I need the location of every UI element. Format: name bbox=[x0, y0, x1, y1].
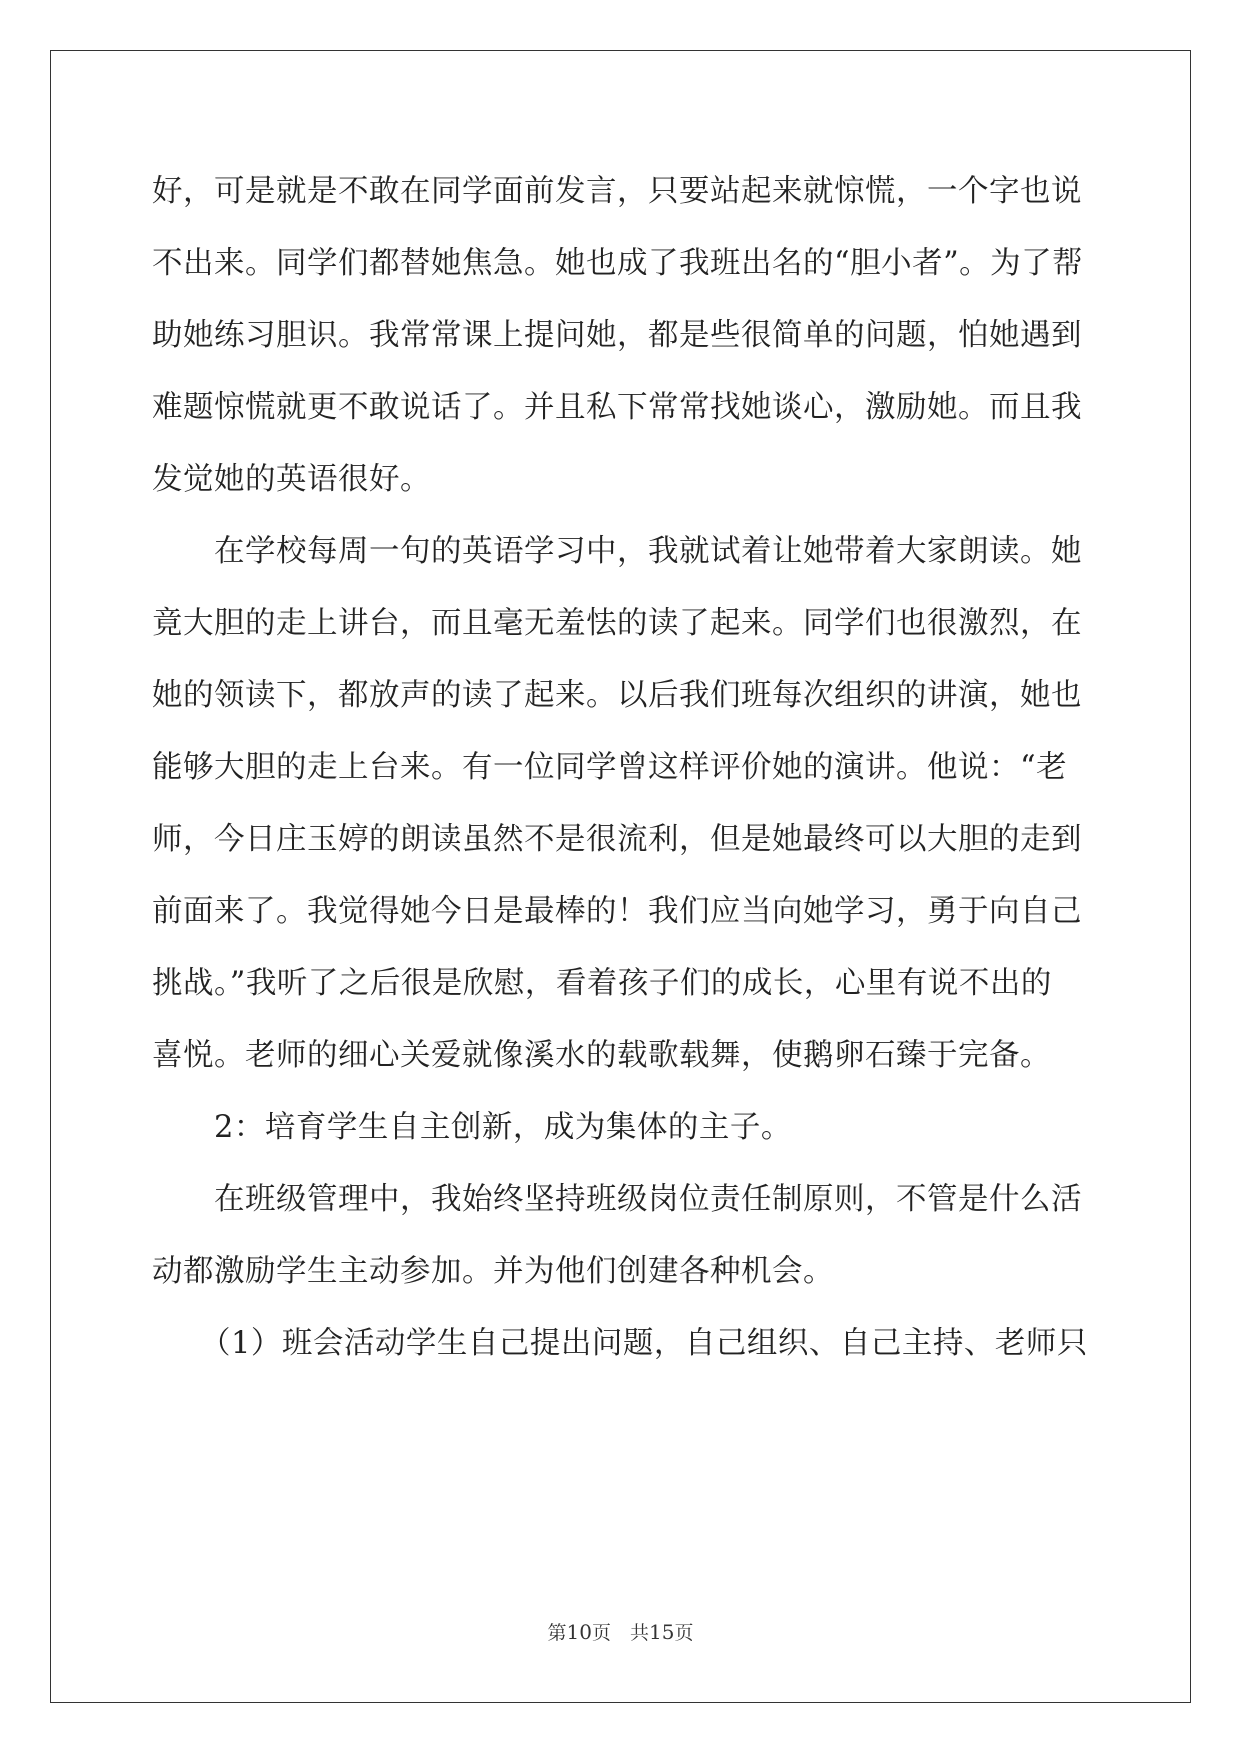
text-line: 好，可是就是不敢在同学面前发言，只要站起来就惊慌，一个字也说 bbox=[152, 174, 1082, 209]
text-line: 在学校每周一句的英语学习中，我就试着让她带着大家朗读。她 bbox=[214, 534, 1082, 569]
current-page-number: 10 bbox=[566, 1620, 592, 1644]
total-page-number: 15 bbox=[649, 1620, 675, 1644]
text-line: 竟大胆的走上讲台，而且毫无羞怯的读了起来。同学们也很激烈，在 bbox=[152, 606, 1082, 641]
footer-prefix: 第 bbox=[547, 1622, 567, 1644]
text-line: （1）班会活动学生自己提出问题，自己组织、自己主持、老师只 bbox=[200, 1326, 1088, 1361]
footer-suffix: 页 bbox=[674, 1622, 694, 1644]
page-footer bbox=[0, 1620, 1241, 1645]
page-border bbox=[50, 50, 1191, 1703]
text-line: 助她练习胆识。我常常课上提问她，都是些很简单的问题，怕她遇到 bbox=[152, 318, 1082, 353]
text-line: 不出来。同学们都替她焦急。她也成了我班出名的“胆小者”。为了帮 bbox=[152, 246, 1084, 281]
footer-middle: 页 共 bbox=[591, 1622, 649, 1644]
text-line: 她的领读下，都放声的读了起来。以后我们班每次组织的讲演，她也 bbox=[152, 678, 1082, 713]
text-line: 挑战。”我听了之后很是欣慰，看着孩子们的成长，心里有说不出的 bbox=[152, 966, 1052, 1001]
text-line: 发觉她的英语很好。 bbox=[152, 462, 431, 497]
text-line: 在班级管理中，我始终坚持班级岗位责任制原则，不管是什么活 bbox=[214, 1182, 1082, 1217]
text-line: 师，今日庄玉婷的朗读虽然不是很流利，但是她最终可以大胆的走到 bbox=[152, 822, 1082, 857]
text-line: 前面来了。我觉得她今日是最棒的！我们应当向她学习，勇于向自己 bbox=[152, 894, 1082, 929]
section-heading: 2：培育学生自主创新，成为集体的主子。 bbox=[214, 1110, 792, 1145]
text-line: 能够大胆的走上台来。有一位同学曾这样评价她的演讲。他说：“老 bbox=[152, 750, 1068, 785]
text-line: 难题惊慌就更不敢说话了。并且私下常常找她谈心，激励她。而且我 bbox=[152, 390, 1082, 425]
text-line: 动都激励学生主动参加。并为他们创建各种机会。 bbox=[152, 1254, 834, 1289]
text-line: 喜悦。老师的细心关爱就像溪水的载歌载舞，使鹅卵石臻于完备。 bbox=[152, 1038, 1051, 1073]
